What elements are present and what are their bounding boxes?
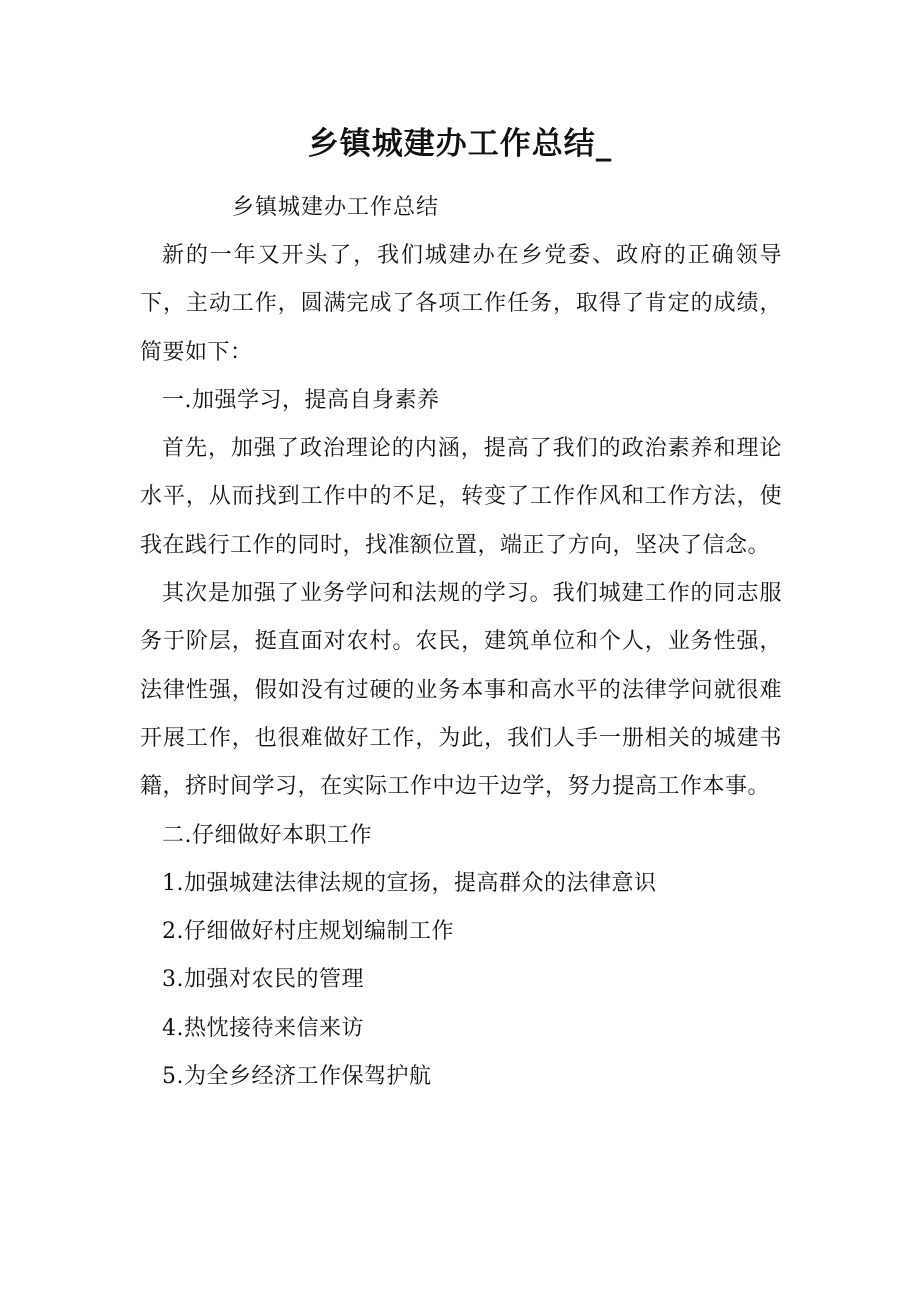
paragraph-business-study: 其次是加强了业务学问和法规的学习。我们城建工作的同志服务于阶层，挺直面对农村。农民，建筑单位和个人，业务性强，法律性强，假如没有过硬的业务本事和高水平的法律学问就很难开展工作，也很难做好工作，为此，我们人手一册相关的城建书籍，挤时间学习，在实际工作中边干边学，努力提高工作本事。	[140, 581, 782, 800]
section-heading-study: 一.加强学习，提高自身素养	[162, 387, 440, 413]
section-heading-duties: 二.仔细做好本职工作	[162, 822, 372, 848]
document-title: 乡镇城建办工作总结_	[307, 126, 613, 162]
list-item: 4.热忱接待来信来访	[162, 1015, 364, 1041]
document-subtitle: 乡镇城建办工作总结	[232, 195, 440, 220]
list-item: 2.仔细做好村庄规划编制工作	[162, 919, 454, 945]
list-item: 3.加强对农民的管理	[162, 967, 364, 993]
document-body	[140, 232, 782, 1101]
paragraph-politics: 首先，加强了政治理论的内涵，提高了我们的政治素养和理论水平，从而找到工作中的不足，转变了工作作风和工作方法，使我在践行工作的同时，找准额位置，端正了方向，坚决了信念。	[140, 436, 782, 558]
list-item: 5.为全乡经济工作保驾护航	[162, 1064, 432, 1090]
list-item: 1.加强城建法律法规的宣扬，提高群众的法律意识	[162, 870, 657, 896]
intro-paragraph: 新的一年又开头了，我们城建办在乡党委、政府的正确领导下，主动工作，圆满完成了各项工作任务，取得了肯定的成绩，简要如下：	[140, 243, 782, 365]
